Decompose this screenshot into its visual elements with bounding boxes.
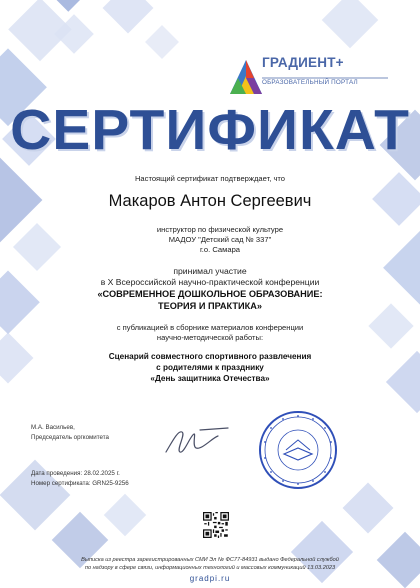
conference-title-line2: ТЕОРИЯ И ПРАКТИКА» [158,301,262,311]
event-date: Дата проведения: 28.02.2025 г. [31,470,120,477]
conference-title-line1: «СОВРЕМЕННОЕ ДОШКОЛЬНОЕ ОБРАЗОВАНИЕ: [97,289,323,299]
work-title-line1: Сценарий совместного спортивного развлечения [108,352,312,361]
registry-note-line1: Выписка из реестра зарегистрированных СМИ Эл № ФС77-84931 выдано Федеральной службой [81,557,339,563]
publication-text-line2: научно-методической работы: [156,333,264,342]
brand-name: ГРАДИЕНТ+ [262,55,344,70]
stamp-icon [258,410,338,490]
conference-type: в X Всероссийской научно-практической конференции [100,277,320,287]
recipient-city: г.о. Самара [199,245,241,254]
qr-code-icon[interactable] [203,512,229,538]
recipient-name: Макаров Антон Сергеевич [108,192,312,210]
signatory-role: Председатель оргкомитета [31,434,109,441]
work-title-line2: с родителями к празднику [156,363,264,372]
work-title-line3: «День защитника Отечества» [150,374,270,383]
signature-icon [162,424,232,458]
participation-text: принимал участие [173,266,247,276]
registry-note-line2: по надзору в сфере связи, информационных технологий и массовых коммуникаций 13.03.2023 [84,565,336,571]
signatory-name: М.А. Васильев, [31,424,75,431]
site-link[interactable]: gradpi.ru [189,574,231,583]
brand-subtitle: ОБРАЗОВАТЕЛЬНЫЙ ПОРТАЛ [262,79,358,86]
certificate-number: Номер сертификата: GRN25-9256 [31,480,129,487]
recipient-organization: МАДОУ "Детский сад № 337" [168,235,272,244]
certificate-title: СЕРТИФИКАТ [10,98,410,162]
intro-text: Настоящий сертификат подтверждает, что [134,174,286,183]
publication-text-line1: с публикацией в сборнике материалов конференции [116,323,304,332]
recipient-position: инструктор по физической культуре [156,225,284,234]
